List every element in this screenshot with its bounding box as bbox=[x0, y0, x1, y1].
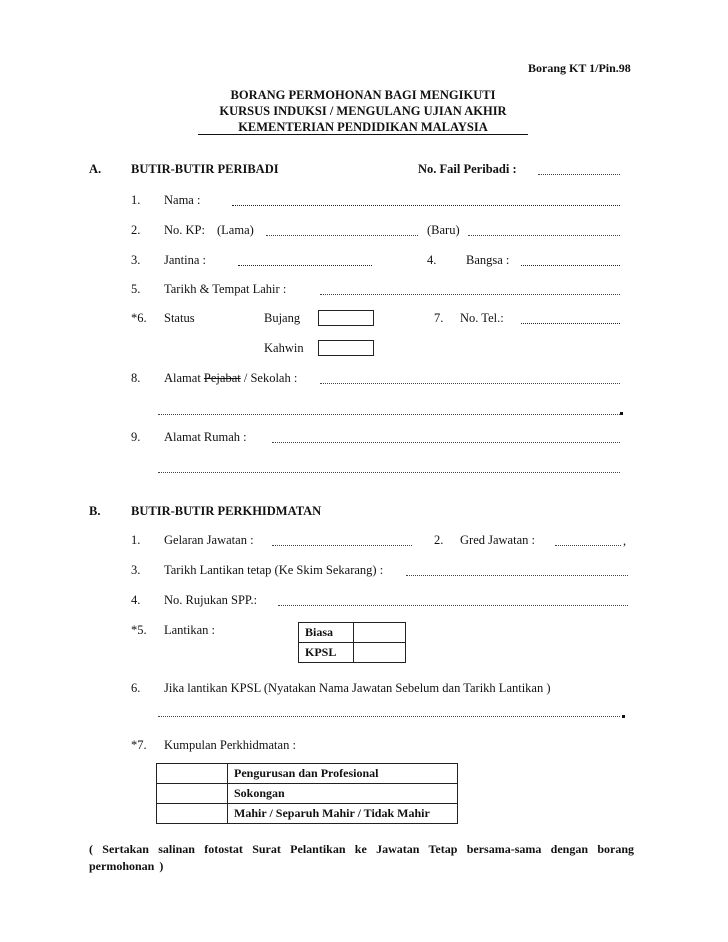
table-row bbox=[157, 804, 458, 824]
kumpulan-checkbox-1[interactable] bbox=[157, 764, 228, 784]
title-line-1: BORANG PERMOHONAN BAGI MENGIKUTI bbox=[230, 88, 496, 102]
lantikan-tetap-field[interactable] bbox=[406, 575, 628, 576]
status-kahwin-label: Kahwin bbox=[264, 341, 304, 355]
item-num: 6. bbox=[131, 681, 141, 695]
gelaran-label: Gelaran Jawatan : bbox=[164, 533, 254, 547]
item-num: 1. bbox=[131, 193, 141, 207]
lantikan-biasa-label: Biasa bbox=[299, 623, 354, 643]
item-num: 9. bbox=[131, 430, 141, 444]
alamat-rumah-field-1[interactable] bbox=[272, 442, 620, 443]
item-num: 3. bbox=[131, 253, 141, 267]
alamat-rumah-field-2[interactable] bbox=[158, 472, 620, 473]
kumpulan-option-1: Pengurusan dan Profesional bbox=[228, 764, 458, 784]
tarikh-lahir-field[interactable] bbox=[320, 294, 620, 295]
kp-lama-label: (Lama) bbox=[217, 223, 254, 237]
section-a-letter: A. bbox=[89, 162, 102, 176]
kpsl-field[interactable] bbox=[158, 716, 620, 717]
jantina-field[interactable] bbox=[238, 265, 372, 266]
lantikan-tetap-label: Tarikh Lantikan tetap (Ke Skim Sekarang) : bbox=[164, 563, 384, 577]
status-bujang-label: Bujang bbox=[264, 311, 301, 325]
nama-field[interactable] bbox=[232, 205, 620, 206]
item-num: *5. bbox=[131, 623, 147, 637]
kp-lama-field[interactable] bbox=[266, 235, 418, 236]
title-underline bbox=[198, 134, 528, 135]
section-b-letter: B. bbox=[89, 504, 101, 518]
item-num: 1. bbox=[131, 533, 141, 547]
alamat-sekolah-label bbox=[164, 371, 297, 386]
kumpulan-option-3: Mahir / Separuh Mahir / Tidak Mahir bbox=[228, 804, 458, 824]
item-num: 3. bbox=[131, 563, 141, 577]
kumpulan-option-2: Sokongan bbox=[228, 784, 458, 804]
form-code: Borang KT 1/Pin.98 bbox=[528, 61, 631, 75]
table-row bbox=[299, 643, 406, 663]
status-label: Status bbox=[164, 311, 195, 325]
line-end-mark bbox=[622, 715, 625, 718]
bangsa-field[interactable] bbox=[521, 265, 620, 266]
alamat-prefix: Alamat bbox=[164, 371, 201, 385]
title-line-3: KEMENTERIAN PENDIDIKAN MALAYSIA bbox=[238, 120, 488, 134]
rujukan-label: No. Rujukan SPP.: bbox=[164, 593, 258, 607]
section-b-heading: BUTIR-BUTIR PERKHIDMATAN bbox=[131, 504, 322, 518]
gred-field[interactable] bbox=[555, 545, 621, 546]
file-no-label: No. Fail Peribadi : bbox=[418, 162, 517, 176]
lantikan-table bbox=[298, 622, 406, 663]
status-bujang-checkbox[interactable] bbox=[318, 310, 374, 326]
kumpulan-label: Kumpulan Perkhidmatan : bbox=[164, 738, 296, 752]
table-row bbox=[157, 784, 458, 804]
alamat-rumah-label: Alamat Rumah : bbox=[164, 430, 247, 444]
item-num: *7. bbox=[131, 738, 147, 752]
item-num: 5. bbox=[131, 282, 141, 296]
item-num: 4. bbox=[427, 253, 437, 267]
gelaran-field[interactable] bbox=[272, 545, 412, 546]
item-num: *6. bbox=[131, 311, 147, 325]
kp-baru-label: (Baru) bbox=[427, 223, 460, 237]
kumpulan-table bbox=[156, 763, 458, 824]
kumpulan-checkbox-2[interactable] bbox=[157, 784, 228, 804]
nama-label: Nama : bbox=[164, 193, 201, 207]
bangsa-label: Bangsa : bbox=[466, 253, 510, 267]
file-no-field[interactable] bbox=[538, 174, 620, 175]
rujukan-field[interactable] bbox=[278, 605, 628, 606]
alamat-sekolah-field-2[interactable] bbox=[158, 414, 620, 415]
gred-trailing-comma: , bbox=[623, 534, 627, 548]
kumpulan-checkbox-3[interactable] bbox=[157, 804, 228, 824]
section-a-heading: BUTIR-BUTIR PERIBADI bbox=[131, 162, 279, 176]
item-num: 7. bbox=[434, 311, 444, 325]
line-end-mark bbox=[620, 412, 623, 415]
item-num: 2. bbox=[434, 533, 444, 547]
tel-label: No. Tel.: bbox=[460, 311, 504, 325]
item-num: 2. bbox=[131, 223, 141, 237]
lantikan-kpsl-label: KPSL bbox=[299, 643, 354, 663]
gred-label: Gred Jawatan : bbox=[460, 533, 535, 547]
title-line-2: KURSUS INDUKSI / MENGULANG UJIAN AKHIR bbox=[219, 104, 507, 118]
tarikh-lahir-label: Tarikh & Tempat Lahir : bbox=[164, 282, 287, 296]
footer-note: ( Sertakan salinan fotostat Surat Pelantikan ke Jawatan Tetap bersama-sama dengan borang permohonan ) bbox=[89, 842, 634, 873]
item-num: 8. bbox=[131, 371, 141, 385]
alamat-suffix: / Sekolah : bbox=[243, 371, 298, 385]
table-row bbox=[299, 623, 406, 643]
jantina-label: Jantina : bbox=[164, 253, 207, 267]
lantikan-label: Lantikan : bbox=[164, 623, 216, 637]
table-row bbox=[157, 764, 458, 784]
item-num: 4. bbox=[131, 593, 141, 607]
lantikan-biasa-checkbox[interactable] bbox=[354, 623, 406, 643]
lantikan-kpsl-checkbox[interactable] bbox=[354, 643, 406, 663]
alamat-pejabat-struck: Pejabat bbox=[203, 371, 241, 385]
tel-field[interactable] bbox=[521, 323, 620, 324]
kp-label: No. KP: bbox=[164, 223, 205, 237]
kpsl-label: Jika lantikan KPSL (Nyatakan Nama Jawatan Sebelum dan Tarikh Lantikan ) bbox=[164, 681, 551, 695]
kp-baru-field[interactable] bbox=[468, 235, 620, 236]
status-kahwin-checkbox[interactable] bbox=[318, 340, 374, 356]
alamat-sekolah-field-1[interactable] bbox=[320, 383, 620, 384]
